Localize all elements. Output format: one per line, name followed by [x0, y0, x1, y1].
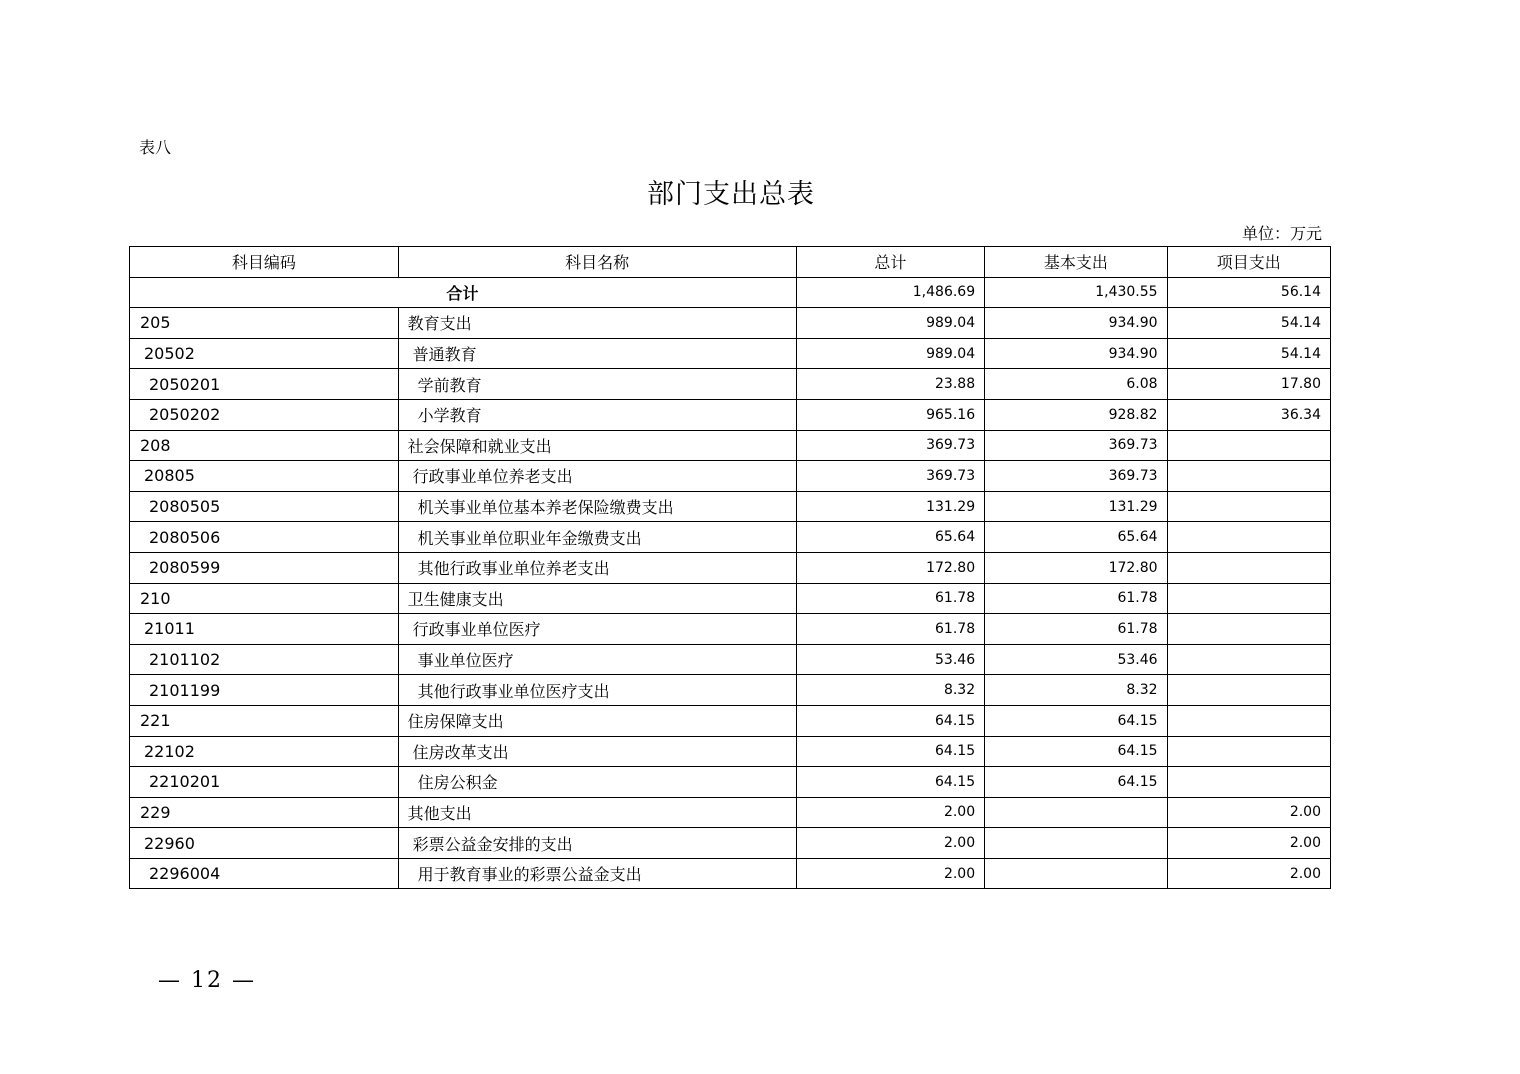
row-project	[1167, 583, 1330, 614]
row-name: 行政事业单位养老支出	[398, 461, 796, 492]
header-total: 总计	[796, 247, 984, 278]
row-total: 2.00	[796, 858, 984, 889]
table-row	[130, 461, 1331, 492]
summary-label: 合计	[446, 283, 479, 303]
row-code: 229	[130, 797, 399, 828]
row-code: 2296004	[130, 858, 399, 889]
row-code: 2080506	[130, 522, 399, 553]
table-row	[130, 858, 1331, 889]
row-total: 131.29	[796, 491, 984, 522]
row-basic: 928.82	[985, 399, 1167, 430]
unit-label: 单位：万元	[1241, 224, 1322, 243]
row-total: 965.16	[796, 399, 984, 430]
row-project	[1167, 705, 1330, 736]
row-basic: 934.90	[985, 338, 1167, 369]
summary-project: 56.14	[1167, 277, 1330, 308]
row-project: 54.14	[1167, 338, 1330, 369]
row-name: 用于教育事业的彩票公益金支出	[398, 858, 796, 889]
row-project: 2.00	[1167, 828, 1330, 859]
row-name: 普通教育	[398, 338, 796, 369]
row-basic: 61.78	[985, 614, 1167, 645]
row-total: 61.78	[796, 583, 984, 614]
row-basic: 934.90	[985, 308, 1167, 339]
table-row	[130, 797, 1331, 828]
row-name: 机关事业单位基本养老保险缴费支出	[398, 491, 796, 522]
row-name: 其他行政事业单位医疗支出	[398, 675, 796, 706]
summary-basic: 1,430.55	[985, 277, 1167, 308]
row-code: 2080599	[130, 552, 399, 583]
row-total: 369.73	[796, 430, 984, 461]
row-basic: 61.78	[985, 583, 1167, 614]
table-row	[130, 399, 1331, 430]
row-code: 208	[130, 430, 399, 461]
row-total: 2.00	[796, 797, 984, 828]
row-basic	[985, 858, 1167, 889]
row-basic: 64.15	[985, 767, 1167, 798]
row-name: 住房改革支出	[398, 736, 796, 767]
table-row	[130, 675, 1331, 706]
summary-row	[130, 277, 1331, 308]
row-basic: 369.73	[985, 430, 1167, 461]
row-total: 61.78	[796, 614, 984, 645]
row-name: 卫生健康支出	[398, 583, 796, 614]
row-basic	[985, 828, 1167, 859]
table-row	[130, 736, 1331, 767]
row-project	[1167, 736, 1330, 767]
row-code: 2050201	[130, 369, 399, 400]
row-basic: 64.15	[985, 736, 1167, 767]
row-code: 20502	[130, 338, 399, 369]
row-project: 36.34	[1167, 399, 1330, 430]
summary-label-cell	[130, 277, 797, 308]
row-name: 小学教育	[398, 399, 796, 430]
row-project: 54.14	[1167, 308, 1330, 339]
table-row	[130, 338, 1331, 369]
table-row	[130, 705, 1331, 736]
row-total: 172.80	[796, 552, 984, 583]
table-row	[130, 614, 1331, 645]
row-project	[1167, 461, 1330, 492]
table-row	[130, 491, 1331, 522]
row-total: 8.32	[796, 675, 984, 706]
table-row	[130, 308, 1331, 339]
row-code: 22960	[130, 828, 399, 859]
row-project	[1167, 675, 1330, 706]
row-name: 住房公积金	[398, 767, 796, 798]
row-project	[1167, 522, 1330, 553]
row-project	[1167, 552, 1330, 583]
table-row	[130, 552, 1331, 583]
row-code: 2050202	[130, 399, 399, 430]
row-basic: 6.08	[985, 369, 1167, 400]
row-code: 2101102	[130, 644, 399, 675]
row-name: 事业单位医疗	[398, 644, 796, 675]
row-basic: 131.29	[985, 491, 1167, 522]
row-project	[1167, 430, 1330, 461]
row-project	[1167, 767, 1330, 798]
table-row	[130, 430, 1331, 461]
header-code: 科目编码	[130, 247, 399, 278]
row-total: 989.04	[796, 338, 984, 369]
row-code: 210	[130, 583, 399, 614]
table-row	[130, 767, 1331, 798]
row-code: 20805	[130, 461, 399, 492]
row-name: 住房保障支出	[398, 705, 796, 736]
row-code: 205	[130, 308, 399, 339]
header-name: 科目名称	[398, 247, 796, 278]
row-name: 行政事业单位医疗	[398, 614, 796, 645]
row-name: 社会保障和就业支出	[398, 430, 796, 461]
row-name: 机关事业单位职业年金缴费支出	[398, 522, 796, 553]
row-name: 学前教育	[398, 369, 796, 400]
row-code: 22102	[130, 736, 399, 767]
row-code: 2101199	[130, 675, 399, 706]
summary-total: 1,486.69	[796, 277, 984, 308]
row-name: 其他行政事业单位养老支出	[398, 552, 796, 583]
row-code: 21011	[130, 614, 399, 645]
row-code: 221	[130, 705, 399, 736]
row-name: 教育支出	[398, 308, 796, 339]
header-project: 项目支出	[1167, 247, 1330, 278]
row-total: 64.15	[796, 736, 984, 767]
row-name: 彩票公益金安排的支出	[398, 828, 796, 859]
table-row	[130, 583, 1331, 614]
table-row	[130, 522, 1331, 553]
row-code: 2210201	[130, 767, 399, 798]
row-total: 65.64	[796, 522, 984, 553]
row-total: 64.15	[796, 767, 984, 798]
row-project	[1167, 614, 1330, 645]
expenditure-table	[129, 246, 1331, 889]
row-basic: 64.15	[985, 705, 1167, 736]
page-number: — 12 —	[158, 968, 256, 993]
row-basic: 172.80	[985, 552, 1167, 583]
page-title: 部门支出总表	[647, 179, 815, 210]
row-basic: 53.46	[985, 644, 1167, 675]
row-project: 2.00	[1167, 858, 1330, 889]
table-row	[130, 644, 1331, 675]
row-name: 其他支出	[398, 797, 796, 828]
row-total: 989.04	[796, 308, 984, 339]
row-basic: 8.32	[985, 675, 1167, 706]
table-row	[130, 369, 1331, 400]
row-basic: 369.73	[985, 461, 1167, 492]
table-row	[130, 828, 1331, 859]
row-basic: 65.64	[985, 522, 1167, 553]
table-label: 表八	[139, 138, 172, 157]
row-total: 64.15	[796, 705, 984, 736]
row-total: 2.00	[796, 828, 984, 859]
row-total: 53.46	[796, 644, 984, 675]
row-code: 2080505	[130, 491, 399, 522]
row-project: 17.80	[1167, 369, 1330, 400]
row-total: 369.73	[796, 461, 984, 492]
header-basic: 基本支出	[985, 247, 1167, 278]
row-total: 23.88	[796, 369, 984, 400]
row-project	[1167, 491, 1330, 522]
row-basic	[985, 797, 1167, 828]
row-project: 2.00	[1167, 797, 1330, 828]
table-header-row	[130, 247, 1331, 278]
row-project	[1167, 644, 1330, 675]
